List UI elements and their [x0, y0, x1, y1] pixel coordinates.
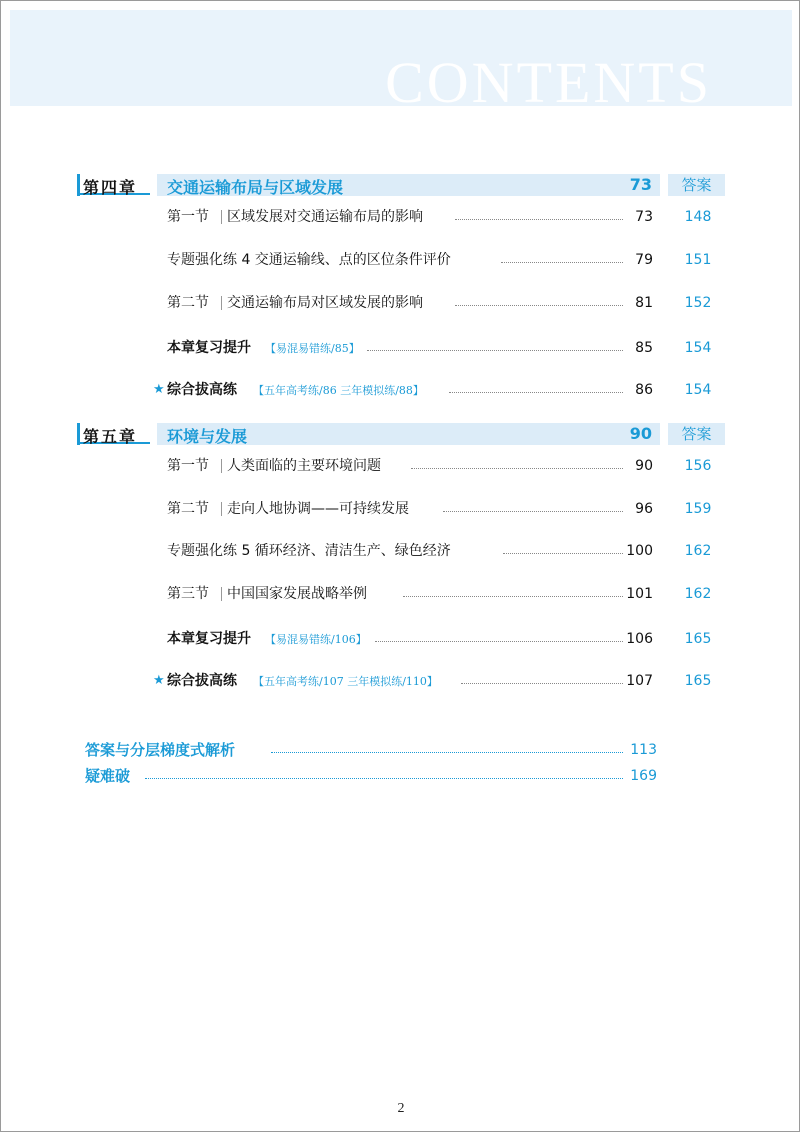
separator	[221, 587, 222, 601]
separator	[221, 502, 222, 516]
star-icon: ★	[153, 382, 165, 397]
section-title: 专题强化练 4 交通运输线、点的区位条件评价	[167, 252, 451, 268]
answer-page[interactable]: 154	[684, 382, 712, 398]
page-number-cell: 79	[635, 252, 653, 268]
toc-entry[interactable]	[153, 207, 713, 227]
toc-entry[interactable]	[153, 671, 713, 691]
page-number-cell: 73	[635, 209, 653, 225]
section-prefix: 第三节	[167, 586, 209, 602]
chapter-page: 73	[629, 175, 652, 194]
answer-page[interactable]: 165	[684, 631, 712, 647]
answer-page[interactable]: 162	[684, 543, 712, 559]
chapter-title-bar	[157, 174, 660, 196]
page-number-cell: 85	[635, 340, 653, 356]
section-title: 专题强化练 5 循环经济、清洁生产、绿色经济	[167, 543, 451, 559]
leader-dots	[455, 219, 623, 220]
answer-page[interactable]: 162	[684, 586, 712, 602]
appendix-entry[interactable]	[85, 766, 665, 786]
section-title: 人类面临的主要环境问题	[227, 458, 381, 474]
star-icon: ★	[153, 673, 165, 688]
section-tags: 【易混易错练/85】	[265, 342, 360, 355]
toc-entry[interactable]	[153, 338, 713, 358]
section-title: 交通运输布局对区域发展的影响	[227, 295, 423, 311]
leader-dots	[443, 511, 623, 512]
section-tags: 【五年高考练/86 三年模拟练/88】	[253, 384, 424, 397]
toc-entry[interactable]	[153, 584, 713, 604]
answer-page[interactable]: 165	[684, 673, 712, 689]
page-number-cell: 107	[626, 673, 653, 689]
separator	[221, 459, 222, 473]
appendix-title: 答案与分层梯度式解析	[85, 741, 236, 759]
section-title: 区域发展对交通运输布局的影响	[227, 209, 423, 225]
chapter-number: 第五章	[83, 427, 138, 446]
leader-dots	[367, 350, 623, 351]
chapter-title-bar	[157, 423, 660, 445]
section-title: 本章复习提升	[167, 631, 251, 647]
leader-dots	[449, 392, 623, 393]
answer-page[interactable]: 152	[684, 295, 712, 311]
leader-dots	[403, 596, 623, 597]
chapter-heading-4[interactable]	[77, 174, 727, 196]
toc-entry[interactable]	[153, 456, 713, 476]
toc-entry[interactable]	[153, 541, 713, 561]
section-title: 走向人地协调——可持续发展	[227, 501, 409, 517]
answer-page[interactable]: 154	[684, 340, 712, 356]
section-tags: 【易混易错练/106】	[265, 633, 367, 646]
leader-dots	[461, 683, 623, 684]
answer-column-label: 答案	[668, 174, 725, 196]
page-number-cell: 96	[635, 501, 653, 517]
leader-dots	[455, 305, 623, 306]
chapter-title: 交通运输布局与区域发展	[167, 178, 344, 197]
page-number-cell: 86	[635, 382, 653, 398]
section-prefix: 第二节	[167, 295, 209, 311]
separator	[221, 210, 222, 224]
answer-column-label: 答案	[668, 423, 725, 445]
answer-page[interactable]: 148	[684, 209, 712, 225]
toc-entry[interactable]	[153, 250, 713, 270]
page-number-cell: 81	[635, 295, 653, 311]
section-title: 综合拔高练	[167, 673, 237, 689]
leader-dots	[145, 778, 623, 779]
appendix-page: 169	[630, 768, 657, 784]
page-number-cell: 100	[626, 543, 653, 559]
leader-dots	[375, 641, 623, 642]
page-number-cell: 101	[626, 586, 653, 602]
toc-entry[interactable]	[153, 499, 713, 519]
chapter-title: 环境与发展	[167, 427, 248, 446]
toc-entry[interactable]	[153, 629, 713, 649]
leader-dots	[501, 262, 623, 263]
chapter-number: 第四章	[83, 178, 138, 197]
header-band	[10, 10, 792, 106]
answer-page[interactable]: 151	[684, 252, 712, 268]
section-title: 中国国家发展战略举例	[227, 586, 367, 602]
section-prefix: 第二节	[167, 501, 209, 517]
separator	[221, 296, 222, 310]
page-number-cell: 106	[626, 631, 653, 647]
chapter-page: 90	[629, 424, 652, 443]
leader-dots	[503, 553, 623, 554]
leader-dots	[271, 752, 623, 753]
section-prefix: 第一节	[167, 458, 209, 474]
section-prefix: 第一节	[167, 209, 209, 225]
answer-page[interactable]: 156	[684, 458, 712, 474]
appendix-entry[interactable]	[85, 740, 665, 760]
chapter-heading-5[interactable]	[77, 423, 727, 445]
contents-watermark: CONTENTS	[385, 50, 712, 106]
appendix-title: 疑难破	[85, 767, 131, 785]
appendix-page: 113	[630, 742, 657, 758]
footer-page-number: 2	[397, 1101, 405, 1116]
toc-entry[interactable]	[153, 293, 713, 313]
section-tags: 【五年高考练/107 三年模拟练/110】	[253, 675, 438, 688]
leader-dots	[411, 468, 623, 469]
answer-page[interactable]: 159	[684, 501, 712, 517]
page-number-cell: 90	[635, 458, 653, 474]
toc-entry[interactable]	[153, 380, 713, 400]
section-title: 综合拔高练	[167, 382, 237, 398]
section-title: 本章复习提升	[167, 340, 251, 356]
